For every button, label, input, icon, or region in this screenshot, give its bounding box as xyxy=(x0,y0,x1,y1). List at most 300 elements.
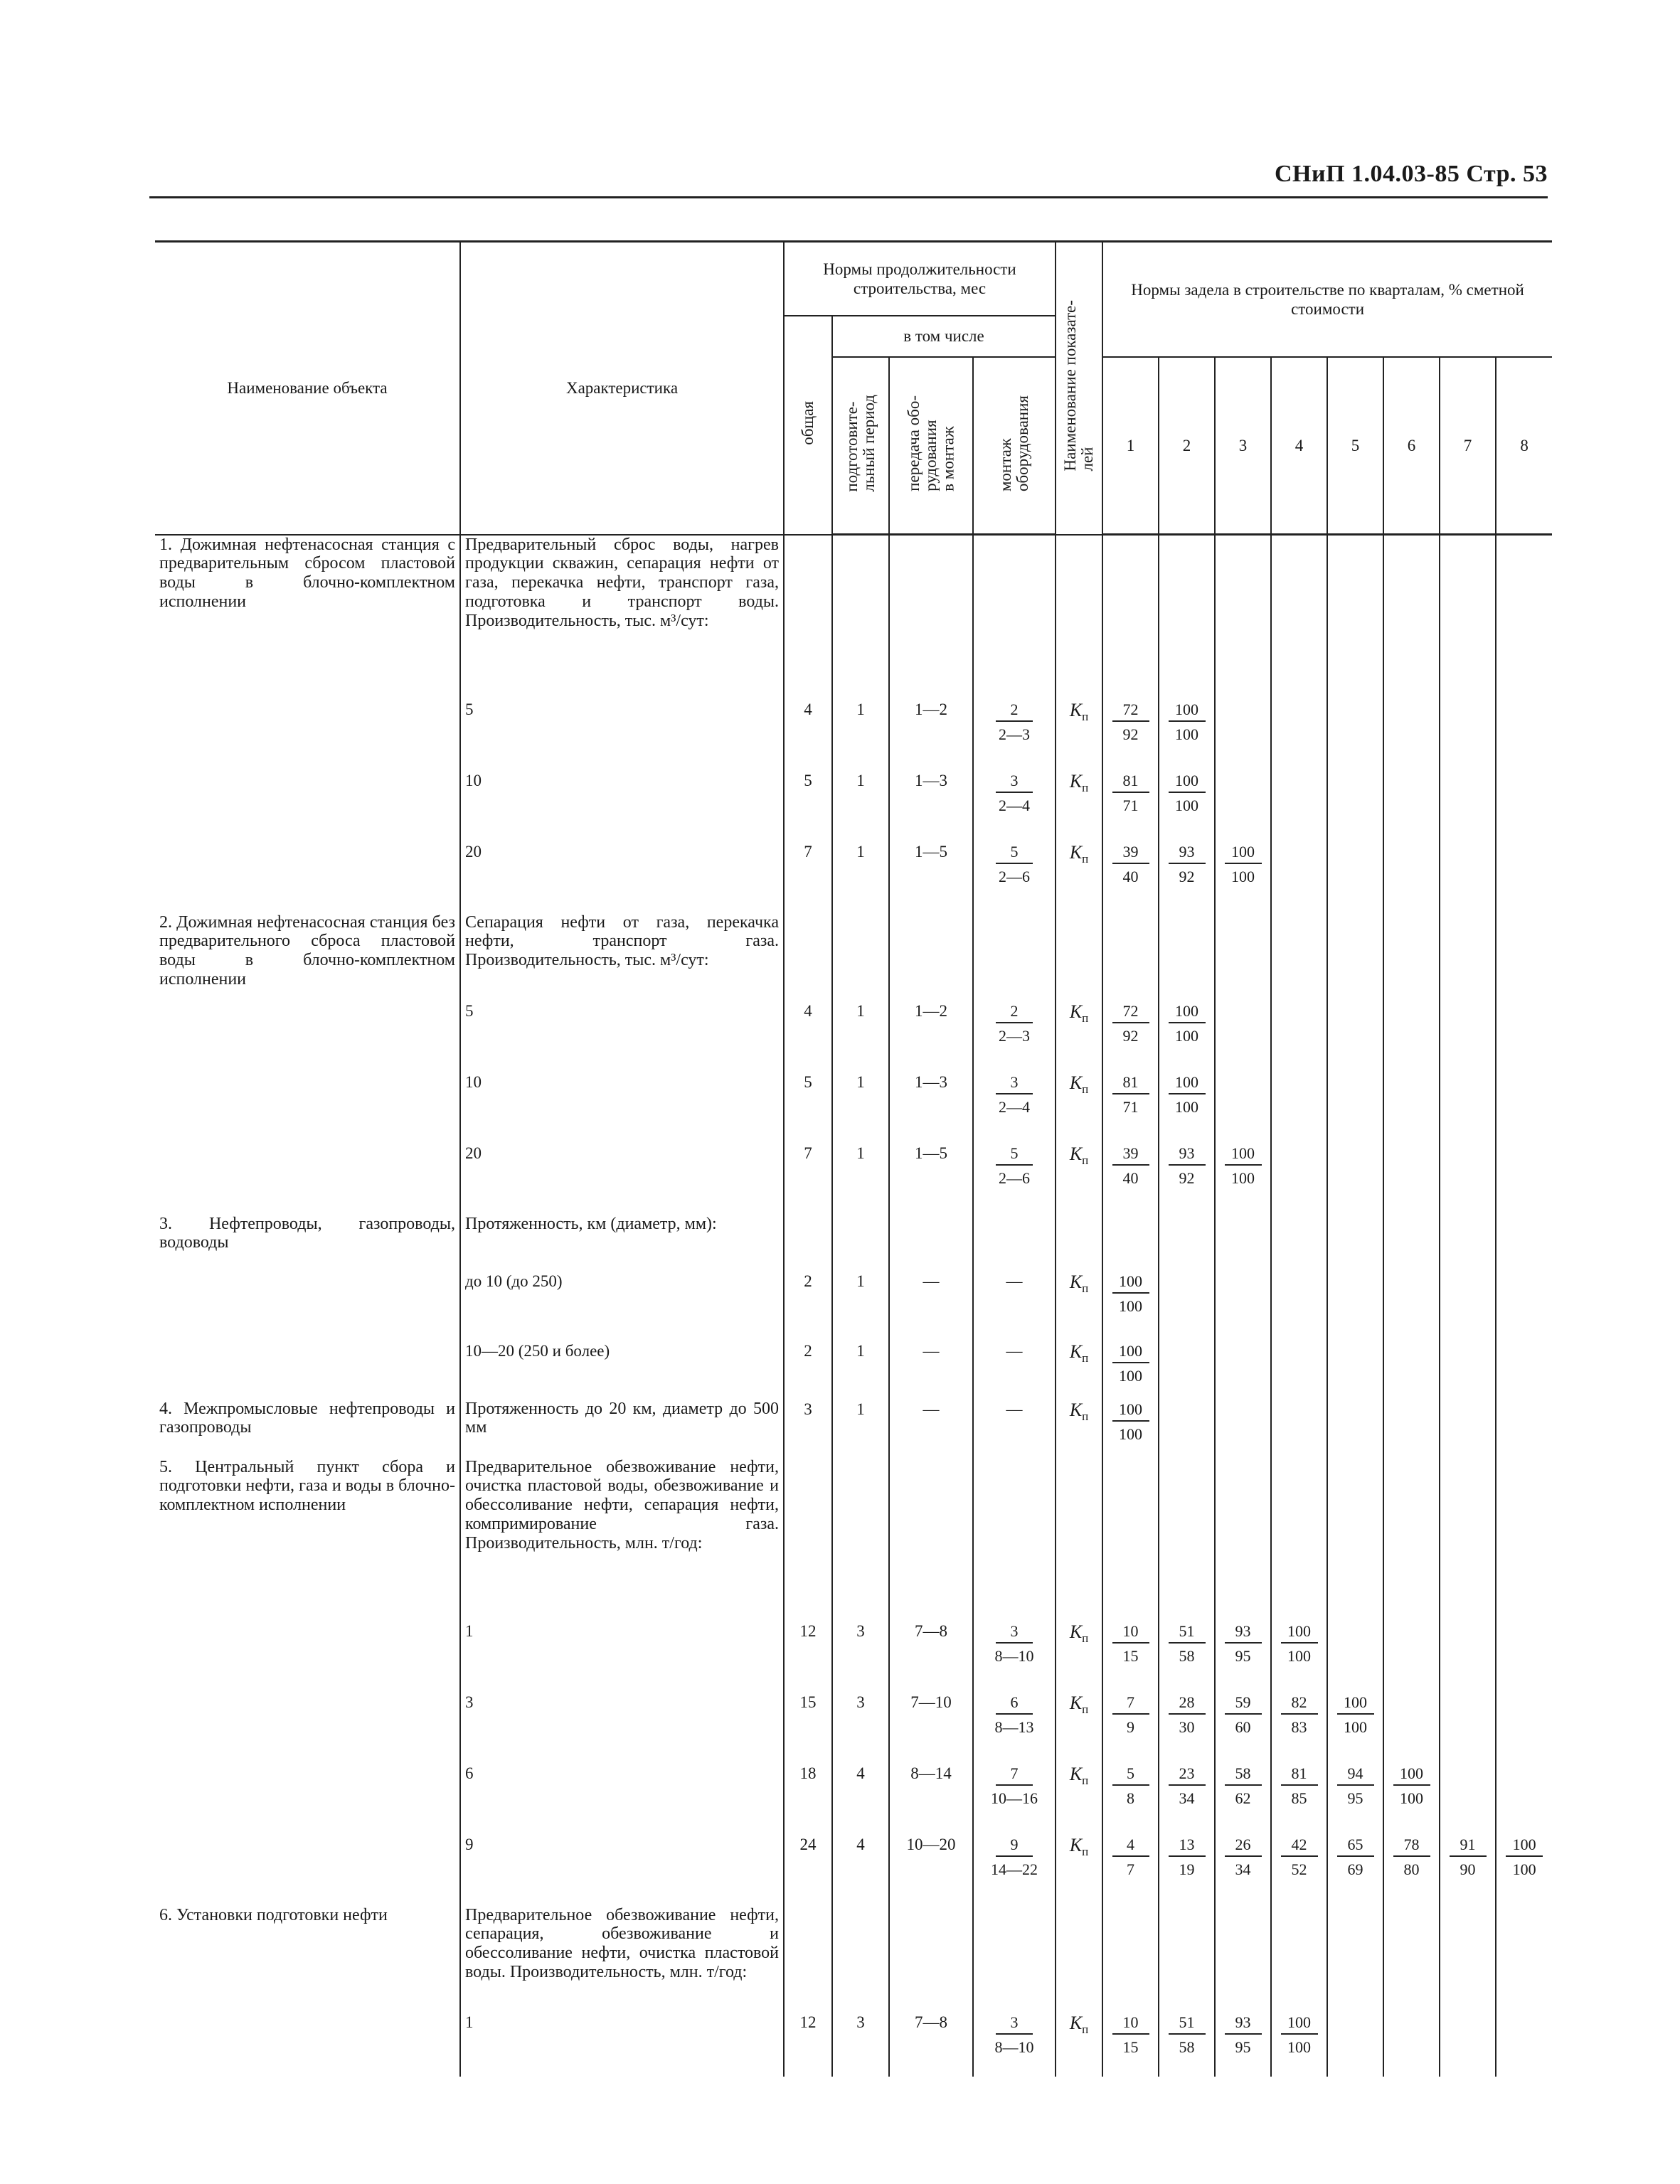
quarter-cell xyxy=(1159,1072,1215,1144)
quarter-cell xyxy=(1383,1693,1440,1764)
prep-period xyxy=(832,1215,889,1272)
quarter-cell xyxy=(1496,1144,1552,1215)
prep-period: 1 xyxy=(832,842,889,913)
quarter-fraction xyxy=(1225,1693,1262,1737)
header-quarter: 6 xyxy=(1383,357,1440,535)
quarter-fraction xyxy=(1112,1835,1149,1880)
fraction-denominator: 19 xyxy=(1179,1860,1195,1878)
quarter-cell xyxy=(1102,1001,1159,1072)
fraction-numerator: 59 xyxy=(1225,1693,1262,1715)
fraction-denominator: 8—13 xyxy=(994,1718,1034,1736)
kp-indicator xyxy=(1070,842,1088,863)
fraction-numerator: 100 xyxy=(1393,1764,1430,1786)
fraction-denominator: 2—4 xyxy=(999,1098,1030,1116)
fraction-denominator: 71 xyxy=(1122,1098,1139,1116)
quarter-cell xyxy=(1271,1835,1327,1906)
table-row xyxy=(155,842,1552,913)
fraction-numerator: 100 xyxy=(1112,1272,1149,1294)
quarter-fraction xyxy=(1281,1621,1318,1666)
quarter-cell xyxy=(1383,1458,1440,1621)
kp-letter: К xyxy=(1069,1341,1083,1362)
quarter-fraction xyxy=(1337,1693,1374,1737)
kp-letter: К xyxy=(1069,1001,1083,1022)
quarter-cell xyxy=(1496,1458,1552,1621)
quarter-cell xyxy=(1383,1621,1440,1693)
quarter-cell xyxy=(1327,1144,1383,1215)
fraction-denominator: 100 xyxy=(1344,1718,1368,1736)
table-row xyxy=(155,1693,1552,1764)
indicator xyxy=(1056,1215,1102,1272)
quarter-cell xyxy=(1327,1001,1383,1072)
indicator xyxy=(1056,1001,1102,1072)
quarter-fraction xyxy=(1337,1835,1374,1880)
fraction-denominator: 15 xyxy=(1122,2038,1139,2056)
header-transfer: передача обо- рудования в монтаж xyxy=(889,357,973,535)
quarter-cell xyxy=(1159,1001,1215,1072)
object-name xyxy=(155,842,460,913)
quarter-cell xyxy=(1383,1215,1440,1272)
object-name: 6. Установки подготовки нефти xyxy=(155,1906,460,2013)
fraction-numerator: 7 xyxy=(996,1764,1033,1786)
quarter-fraction xyxy=(1225,1144,1262,1188)
quarter-cell xyxy=(1383,1764,1440,1835)
quarter-cell xyxy=(1440,1835,1496,1906)
quarter-cell xyxy=(1271,1272,1327,1341)
fraction-numerator: 3 xyxy=(996,1621,1033,1644)
quarter-cell xyxy=(1440,1458,1496,1621)
fraction-denominator: 2—6 xyxy=(999,868,1030,885)
kp-subscript: п xyxy=(1082,1631,1089,1645)
fraction-denominator: 92 xyxy=(1179,1169,1195,1187)
install-fraction xyxy=(991,1835,1038,1880)
fraction-denominator: 8—10 xyxy=(994,2038,1034,2056)
indicator xyxy=(1056,1458,1102,1621)
kp-subscript: п xyxy=(1082,2022,1089,2036)
table-row xyxy=(155,2013,1552,2077)
prep-period: 1 xyxy=(832,771,889,842)
fraction-numerator: 100 xyxy=(1281,1621,1318,1644)
kp-subscript: п xyxy=(1082,1702,1089,1716)
quarter-cell xyxy=(1327,1400,1383,1458)
object-name xyxy=(155,1621,460,1693)
fraction-numerator: 93 xyxy=(1169,1144,1206,1166)
quarter-cell xyxy=(1159,1272,1215,1341)
header-quarter: 2 xyxy=(1159,357,1215,535)
quarter-fraction xyxy=(1112,771,1149,816)
quarter-cell xyxy=(1271,535,1327,700)
transfer-period: 7—8 xyxy=(889,1621,973,1693)
indicator xyxy=(1056,1144,1102,1215)
object-name xyxy=(155,1072,460,1144)
quarter-fraction xyxy=(1169,1072,1206,1117)
prep-period: 4 xyxy=(832,1835,889,1906)
quarter-fraction xyxy=(1450,1835,1487,1880)
quarter-cell xyxy=(1102,2013,1159,2077)
prep-period: 1 xyxy=(832,1072,889,1144)
quarter-cell xyxy=(1102,842,1159,913)
prep-period: 1 xyxy=(832,1341,889,1400)
quarter-cell xyxy=(1271,1400,1327,1458)
quarter-cell xyxy=(1215,1001,1271,1072)
quarter-cell xyxy=(1215,1215,1271,1272)
kp-subscript: п xyxy=(1082,1011,1089,1025)
quarter-cell xyxy=(1327,1693,1383,1764)
prep-period: 1 xyxy=(832,1400,889,1458)
fraction-denominator: 100 xyxy=(1512,1860,1536,1878)
kp-letter: К xyxy=(1069,699,1083,720)
fraction-numerator: 100 xyxy=(1225,1144,1262,1166)
quarter-cell xyxy=(1440,1621,1496,1693)
fraction-numerator: 94 xyxy=(1337,1764,1374,1786)
indicator xyxy=(1056,913,1102,1001)
quarter-fraction xyxy=(1112,1072,1149,1117)
indicator xyxy=(1056,771,1102,842)
kp-subscript: п xyxy=(1082,780,1089,794)
quarter-cell xyxy=(1102,1764,1159,1835)
fraction-denominator: 14—22 xyxy=(991,1860,1038,1878)
subvalue: 20 xyxy=(460,842,784,913)
quarter-cell xyxy=(1496,1906,1552,2013)
fraction-numerator: 100 xyxy=(1112,1341,1149,1364)
fraction-numerator: 100 xyxy=(1506,1835,1543,1858)
indicator xyxy=(1056,842,1102,913)
quarter-fraction xyxy=(1169,1144,1206,1188)
quarter-cell xyxy=(1496,771,1552,842)
quarter-cell xyxy=(1383,1072,1440,1144)
fraction-denominator: 34 xyxy=(1235,1860,1251,1878)
fraction-numerator: 5 xyxy=(996,842,1033,865)
fraction-denominator: 71 xyxy=(1122,797,1139,814)
fraction-denominator: 100 xyxy=(1231,868,1255,885)
fraction-numerator: 26 xyxy=(1225,1835,1262,1858)
quarter-cell xyxy=(1271,2013,1327,2077)
fraction-numerator: 72 xyxy=(1112,1001,1149,1024)
table-body xyxy=(155,535,1552,2077)
object-name xyxy=(155,1001,460,1072)
fraction-numerator: 3 xyxy=(996,2013,1033,2035)
kp-indicator xyxy=(1069,1692,1089,1716)
fraction-numerator: 81 xyxy=(1112,771,1149,794)
quarter-fraction xyxy=(1225,1621,1262,1666)
quarter-fraction xyxy=(1281,1693,1318,1737)
kp-subscript: п xyxy=(1082,1844,1089,1858)
fraction-denominator: 40 xyxy=(1122,1169,1139,1187)
quarter-cell xyxy=(1159,771,1215,842)
fraction-numerator: 6 xyxy=(996,1693,1033,1715)
prep-period: 1 xyxy=(832,1144,889,1215)
transfer-period xyxy=(889,535,973,700)
fraction-numerator: 5 xyxy=(996,1144,1033,1166)
quarter-cell xyxy=(1496,1341,1552,1400)
table-row xyxy=(155,1072,1552,1144)
indicator xyxy=(1056,700,1102,771)
quarter-cell xyxy=(1271,1144,1327,1215)
quarter-cell xyxy=(1215,1341,1271,1400)
quarter-cell xyxy=(1440,1341,1496,1400)
install-period xyxy=(973,1621,1056,1693)
subvalue: 6 xyxy=(460,1764,784,1835)
kp-subscript: п xyxy=(1082,709,1089,723)
total-duration: 5 xyxy=(784,1072,832,1144)
header-quarter: 5 xyxy=(1327,357,1383,535)
prep-period xyxy=(832,535,889,700)
total-duration: 18 xyxy=(784,1764,832,1835)
fraction-denominator: 83 xyxy=(1291,1718,1307,1736)
characteristic: Сепарация нефти от газа, перекачка нефти, транспорт газа. Производительность, тыс. м³/сут: xyxy=(460,913,784,1001)
object-name: 2. Дожимная нефтенасосная станция без предварительного сброса пластовой воды в блочно-комплектном исполнении xyxy=(155,913,460,1001)
transfer-period: 8—14 xyxy=(889,1764,973,1835)
quarter-cell xyxy=(1383,1835,1440,1906)
fraction-numerator: 2 xyxy=(996,1001,1033,1024)
subvalue: 20 xyxy=(460,1144,784,1215)
total-duration: 15 xyxy=(784,1693,832,1764)
fraction-numerator: 39 xyxy=(1112,1144,1149,1166)
quarter-cell xyxy=(1440,771,1496,842)
fraction-numerator: 9 xyxy=(996,1835,1033,1858)
total-duration xyxy=(784,1458,832,1621)
fraction-numerator: 51 xyxy=(1169,1621,1206,1644)
fraction-numerator: 5 xyxy=(1112,1764,1149,1786)
quarter-cell xyxy=(1271,913,1327,1001)
quarter-cell xyxy=(1159,2013,1215,2077)
kp-letter: К xyxy=(1069,841,1083,863)
kp-subscript: п xyxy=(1082,1351,1089,1365)
fraction-denominator: 92 xyxy=(1122,1027,1139,1045)
quarter-cell xyxy=(1215,535,1271,700)
quarter-cell xyxy=(1159,1835,1215,1906)
transfer-period xyxy=(889,1906,973,2013)
table-row xyxy=(155,1341,1552,1400)
fraction-numerator: 78 xyxy=(1393,1835,1430,1858)
transfer-period: — xyxy=(889,1341,973,1400)
fraction-numerator: 7 xyxy=(1112,1693,1149,1715)
install-period xyxy=(973,1215,1056,1272)
quarter-cell xyxy=(1271,1621,1327,1693)
kp-indicator xyxy=(1069,1399,1089,1423)
fraction-denominator: 2—4 xyxy=(999,797,1030,814)
quarter-cell xyxy=(1496,700,1552,771)
total-duration xyxy=(784,913,832,1001)
indicator xyxy=(1056,1341,1102,1400)
fraction-denominator: 100 xyxy=(1287,2038,1312,2056)
kp-subscript: п xyxy=(1082,1773,1089,1787)
quarter-cell xyxy=(1383,1341,1440,1400)
fraction-numerator: 93 xyxy=(1225,2013,1262,2035)
fraction-denominator: 80 xyxy=(1403,1860,1420,1878)
prep-period xyxy=(832,913,889,1001)
indicator xyxy=(1056,1621,1102,1693)
quarter-cell xyxy=(1271,1693,1327,1764)
quarter-fraction xyxy=(1112,1272,1149,1316)
quarter-fraction xyxy=(1169,700,1206,745)
object-name xyxy=(155,1835,460,1906)
quarter-cell xyxy=(1440,1001,1496,1072)
quarter-cell xyxy=(1102,1341,1159,1400)
transfer-period: 10—20 xyxy=(889,1835,973,1906)
install-fraction xyxy=(995,2013,1034,2057)
kp-letter: К xyxy=(1069,1621,1083,1642)
quarter-cell xyxy=(1271,1215,1327,1272)
install-period xyxy=(973,913,1056,1001)
fraction-denominator: 92 xyxy=(1122,725,1139,743)
quarter-cell xyxy=(1215,1400,1271,1458)
quarter-cell xyxy=(1102,1072,1159,1144)
kp-subscript: п xyxy=(1082,1082,1089,1096)
quarter-cell xyxy=(1215,1906,1271,2013)
subvalue: 9 xyxy=(460,1835,784,1906)
quarter-cell xyxy=(1327,1621,1383,1693)
transfer-period xyxy=(889,1458,973,1621)
indicator xyxy=(1056,535,1102,700)
transfer-period: 1—5 xyxy=(889,1144,973,1215)
fraction-denominator: 100 xyxy=(1287,1647,1312,1665)
header-backlog: Нормы задела в строительстве по кварталам, % сметной стоимости xyxy=(1102,242,1552,357)
quarter-cell xyxy=(1327,1341,1383,1400)
quarter-fraction xyxy=(1169,1764,1206,1809)
prep-period: 3 xyxy=(832,1621,889,1693)
fraction-numerator: 3 xyxy=(996,1072,1033,1095)
indicator xyxy=(1056,1764,1102,1835)
transfer-period: 7—8 xyxy=(889,2013,973,2077)
kp-letter: К xyxy=(1069,1399,1083,1420)
object-name xyxy=(155,1341,460,1400)
characteristic: Предварительный сброс воды, нагрев продукции скважин, сепарация нефти от газа, перекачка нефти, транспорт газа, подготовка и транспорт воды. Производительность, тыс. м³/сут: xyxy=(460,535,784,700)
fraction-numerator: 100 xyxy=(1169,771,1206,794)
quarter-cell xyxy=(1271,771,1327,842)
fraction-denominator: 2—6 xyxy=(999,1169,1030,1187)
kp-subscript: п xyxy=(1082,1281,1089,1295)
transfer-period: 7—10 xyxy=(889,1693,973,1764)
fraction-numerator: 65 xyxy=(1337,1835,1374,1858)
fraction-denominator: 60 xyxy=(1235,1718,1251,1736)
quarter-cell xyxy=(1440,1764,1496,1835)
kp-letter: К xyxy=(1069,1834,1083,1855)
indicator xyxy=(1056,1272,1102,1341)
fraction-numerator: 91 xyxy=(1450,1835,1487,1858)
fraction-numerator: 100 xyxy=(1225,842,1262,865)
fraction-numerator: 3 xyxy=(996,771,1033,794)
object-name xyxy=(155,700,460,771)
kp-indicator xyxy=(1069,1271,1089,1295)
quarter-cell xyxy=(1383,913,1440,1001)
quarter-cell xyxy=(1271,1764,1327,1835)
quarter-cell xyxy=(1327,1906,1383,2013)
quarter-fraction xyxy=(1112,1001,1149,1046)
quarter-cell xyxy=(1496,1764,1552,1835)
object-name xyxy=(155,1693,460,1764)
quarter-cell xyxy=(1159,1764,1215,1835)
fraction-numerator: 13 xyxy=(1169,1835,1206,1858)
transfer-period: 1—2 xyxy=(889,1001,973,1072)
quarter-cell xyxy=(1383,1400,1440,1458)
kp-subscript: п xyxy=(1082,1409,1089,1423)
quarter-cell xyxy=(1159,700,1215,771)
install-period xyxy=(973,2013,1056,2077)
kp-indicator xyxy=(1069,699,1089,723)
quarter-fraction xyxy=(1225,2013,1262,2057)
quarter-cell xyxy=(1271,1341,1327,1400)
quarter-cell xyxy=(1271,1458,1327,1621)
install-period: — xyxy=(973,1341,1056,1400)
quarter-fraction xyxy=(1169,1835,1206,1880)
object-name: 3. Нефтепроводы, газопроводы, водоводы xyxy=(155,1215,460,1272)
fraction-numerator: 93 xyxy=(1169,842,1206,865)
install-fraction xyxy=(991,1764,1038,1809)
header-install: монтаж оборудования xyxy=(973,357,1056,535)
prep-period: 1 xyxy=(832,1001,889,1072)
install-period: — xyxy=(973,1400,1056,1458)
quarter-fraction xyxy=(1393,1835,1430,1880)
fraction-numerator: 100 xyxy=(1112,1400,1149,1422)
quarter-cell xyxy=(1440,913,1496,1001)
quarter-fraction xyxy=(1281,1764,1318,1809)
transfer-period: 1—5 xyxy=(889,842,973,913)
fraction-numerator: 2 xyxy=(996,700,1033,723)
quarter-cell xyxy=(1496,1272,1552,1341)
quarter-cell xyxy=(1496,1400,1552,1458)
subvalue: 10—20 (250 и более) xyxy=(460,1341,784,1400)
fraction-denominator: 95 xyxy=(1235,1647,1251,1665)
transfer-period: 1—3 xyxy=(889,1072,973,1144)
quarter-cell xyxy=(1102,1621,1159,1693)
quarter-cell xyxy=(1496,1835,1552,1906)
quarter-cell xyxy=(1102,913,1159,1001)
quarter-cell xyxy=(1102,1835,1159,1906)
install-period xyxy=(973,1001,1056,1072)
install-period xyxy=(973,1906,1056,2013)
page-header-text: СНиП 1.04.03-85 Стр. 53 xyxy=(1275,161,1548,187)
total-duration: 12 xyxy=(784,1621,832,1693)
quarter-cell xyxy=(1102,1215,1159,1272)
quarter-cell xyxy=(1327,535,1383,700)
quarter-cell xyxy=(1159,1906,1215,2013)
fraction-denominator: 58 xyxy=(1179,2038,1195,2056)
table-row xyxy=(155,1764,1552,1835)
quarter-cell xyxy=(1383,2013,1440,2077)
quarter-cell xyxy=(1215,1144,1271,1215)
header-incl: в том числе xyxy=(832,316,1056,357)
quarter-cell xyxy=(1383,700,1440,771)
install-fraction xyxy=(996,1144,1033,1188)
characteristic: Протяженность до 20 км, диаметр до 500 мм xyxy=(460,1400,784,1458)
quarter-cell xyxy=(1440,1072,1496,1144)
fraction-numerator: 81 xyxy=(1112,1072,1149,1095)
quarter-cell xyxy=(1102,1693,1159,1764)
fraction-numerator: 100 xyxy=(1169,1072,1206,1095)
fraction-numerator: 100 xyxy=(1169,1001,1206,1024)
object-name xyxy=(155,2013,460,2077)
quarter-cell xyxy=(1440,535,1496,700)
quarter-fraction xyxy=(1281,1835,1318,1880)
fraction-numerator: 72 xyxy=(1112,700,1149,723)
indicator xyxy=(1056,1072,1102,1144)
kp-indicator xyxy=(1069,1763,1089,1787)
quarter-cell xyxy=(1496,1215,1552,1272)
table-row xyxy=(155,1144,1552,1215)
quarter-fraction xyxy=(1225,1764,1262,1809)
fraction-numerator: 82 xyxy=(1281,1693,1318,1715)
total-duration: 4 xyxy=(784,1001,832,1072)
fraction-denominator: 100 xyxy=(1400,1789,1424,1807)
header-indicator: Наименование показате- лей xyxy=(1056,242,1102,535)
fraction-numerator: 23 xyxy=(1169,1764,1206,1786)
fraction-denominator: 100 xyxy=(1175,1027,1199,1045)
quarter-fraction xyxy=(1112,1341,1149,1386)
header-name: Наименование объекта xyxy=(155,242,460,535)
kp-letter: К xyxy=(1069,1763,1083,1784)
quarter-cell xyxy=(1215,1764,1271,1835)
fraction-denominator: 40 xyxy=(1122,868,1139,885)
